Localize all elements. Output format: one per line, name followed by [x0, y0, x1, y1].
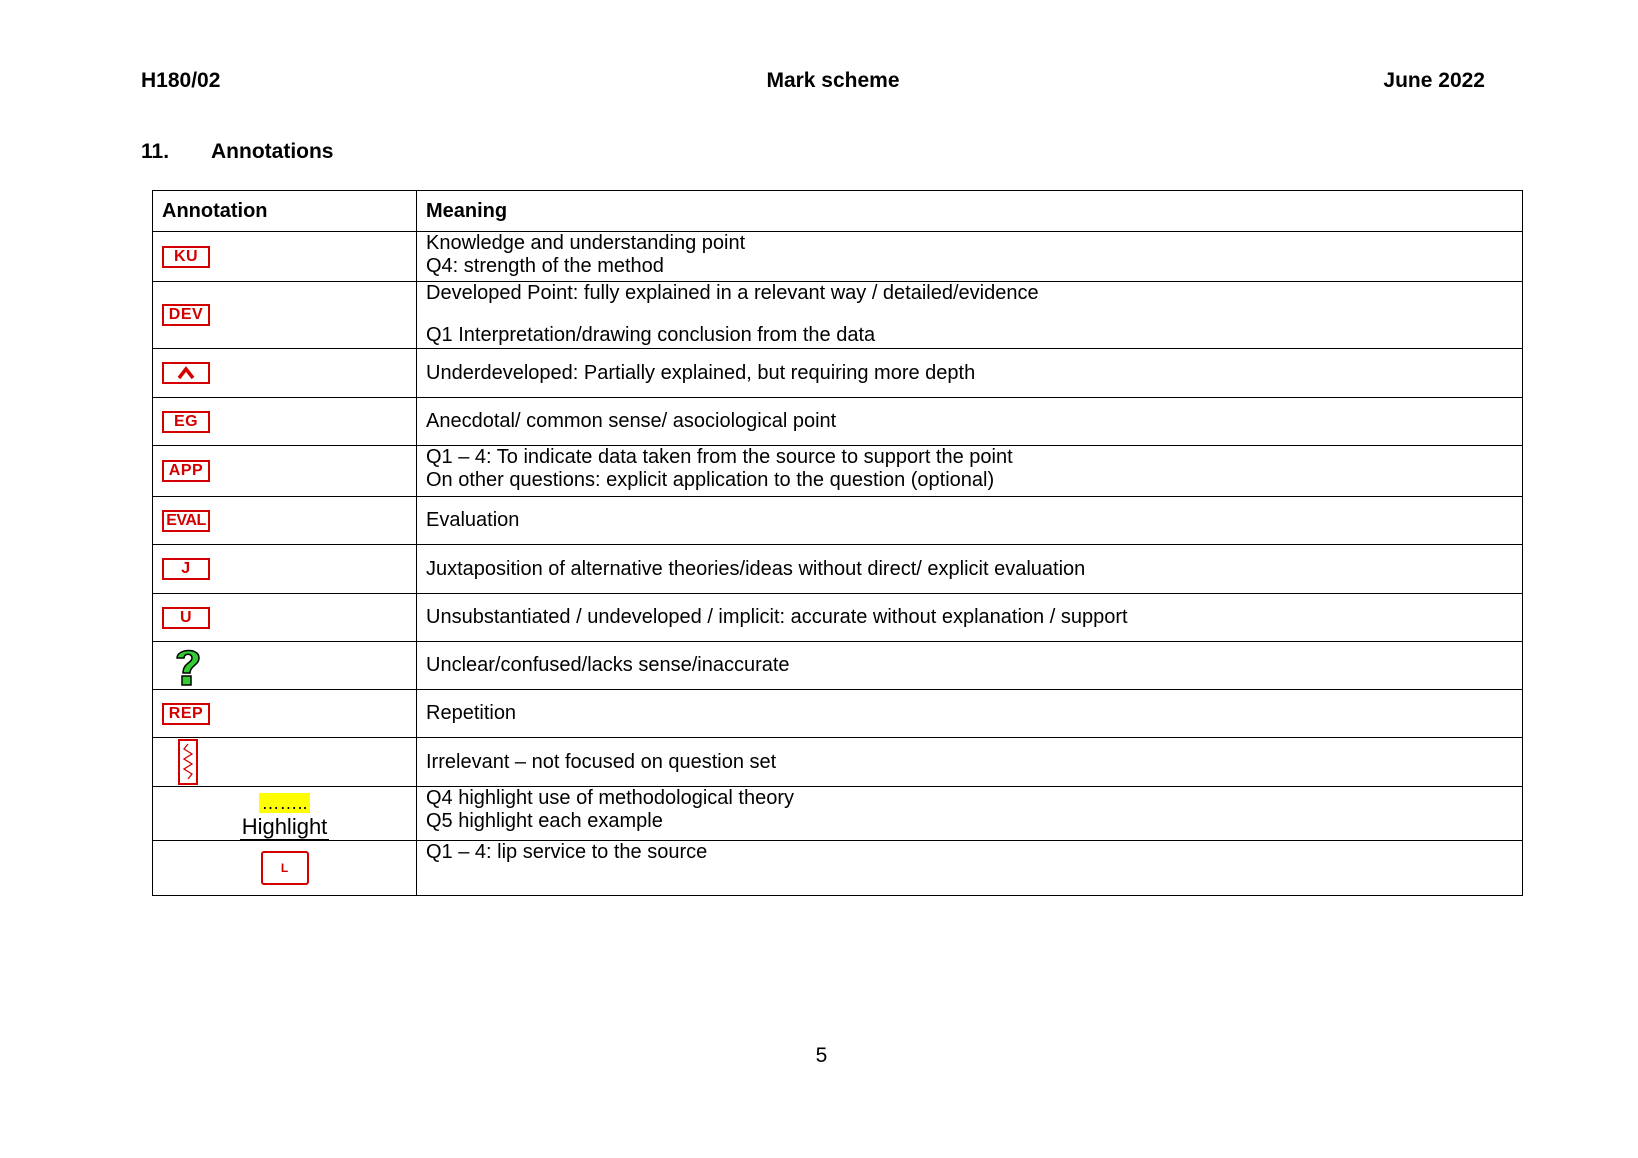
- table-row: [153, 642, 1523, 690]
- meaning-cell: Juxtaposition of alternative theories/ideas without direct/ explicit evaluation: [417, 545, 1523, 594]
- annotation-cell: [153, 594, 417, 642]
- table-row: [153, 841, 1523, 896]
- u-icon: U: [162, 607, 210, 629]
- eg-icon: EG: [162, 411, 210, 433]
- highlight-annotation: [162, 787, 407, 840]
- annotation-cell: [153, 282, 417, 349]
- table-row: [153, 446, 1523, 497]
- table-row: [153, 594, 1523, 642]
- doc-title: Mark scheme: [766, 69, 900, 92]
- meaning-line: Q1 Interpretation/drawing conclusion from the data: [426, 324, 876, 346]
- doc-date: June 2022: [1383, 69, 1485, 92]
- green-question-mark-icon: [168, 644, 208, 688]
- meaning-cell: Unclear/confused/lacks sense/inaccurate: [417, 642, 1523, 690]
- meaning-line: Q4 highlight use of methodological theory: [426, 787, 795, 809]
- annotation-cell: [153, 841, 417, 896]
- app-icon: APP: [162, 460, 210, 482]
- section-heading: [141, 140, 333, 164]
- table-row: [153, 787, 1523, 841]
- wavy-line-icon: [177, 738, 199, 786]
- annotation-cell: [153, 738, 417, 787]
- table-row: [153, 497, 1523, 545]
- meaning-cell: [417, 787, 1523, 841]
- meaning-cell: Evaluation: [417, 497, 1523, 545]
- meaning-line: Q1 – 4: To indicate data taken from the source to support the point: [426, 446, 1013, 468]
- table-row: [153, 545, 1523, 594]
- meaning-line: Developed Point: fully explained in a relevant way / detailed/evidence: [426, 282, 1039, 304]
- lip-service-icon: L: [261, 851, 309, 885]
- dev-icon: DEV: [162, 304, 210, 326]
- highlight-label: Highlight: [241, 814, 328, 839]
- annotation-cell: [153, 232, 417, 282]
- meaning-cell: Irrelevant – not focused on question set: [417, 738, 1523, 787]
- meaning-cell: [417, 232, 1523, 282]
- annotation-cell: [153, 787, 417, 841]
- annotation-cell: [153, 545, 417, 594]
- meaning-cell: Anecdotal/ common sense/ asociological point: [417, 398, 1523, 446]
- table-row: [153, 398, 1523, 446]
- meaning-line: Q5 highlight each example: [426, 810, 663, 832]
- table-row: [153, 738, 1523, 787]
- table-header-row: [153, 191, 1523, 232]
- caret-icon: [162, 362, 210, 384]
- meaning-cell: [417, 282, 1523, 349]
- table-row: [153, 232, 1523, 282]
- annotation-cell: [153, 690, 417, 738]
- annotation-cell: [153, 642, 417, 690]
- annotation-cell: [153, 497, 417, 545]
- page-number: 5: [815, 1044, 828, 1067]
- header-annotation: Annotation: [153, 191, 417, 232]
- table-row: [153, 349, 1523, 398]
- annotations-table: [152, 190, 1523, 896]
- annotation-cell: [153, 446, 417, 497]
- annotation-cell: [153, 398, 417, 446]
- j-icon: J: [162, 558, 210, 580]
- ku-icon: KU: [162, 246, 210, 268]
- section-title: Annotations: [211, 140, 334, 163]
- meaning-line: On other questions: explicit application to the question (optional): [426, 469, 995, 491]
- table-row: [153, 690, 1523, 738]
- meaning-cell: [417, 446, 1523, 497]
- eval-icon: EVAL: [162, 510, 210, 532]
- meaning-line: Q4: strength of the method: [426, 255, 664, 277]
- header-meaning: Meaning: [417, 191, 1523, 232]
- table-row: [153, 282, 1523, 349]
- meaning-cell: Underdeveloped: Partially explained, but requiring more depth: [417, 349, 1523, 398]
- meaning-cell: Q1 – 4: lip service to the source: [417, 841, 1523, 896]
- meaning-line: Knowledge and understanding point: [426, 232, 746, 254]
- meaning-cell: Unsubstantiated / undeveloped / implicit: accurate without explanation / support: [417, 594, 1523, 642]
- annotation-cell: [153, 349, 417, 398]
- doc-code: H180/02: [141, 69, 221, 92]
- section-number: 11.: [141, 140, 170, 163]
- highlight-dots: ……..: [261, 793, 308, 813]
- meaning-cell: Repetition: [417, 690, 1523, 738]
- rep-icon: REP: [162, 703, 210, 725]
